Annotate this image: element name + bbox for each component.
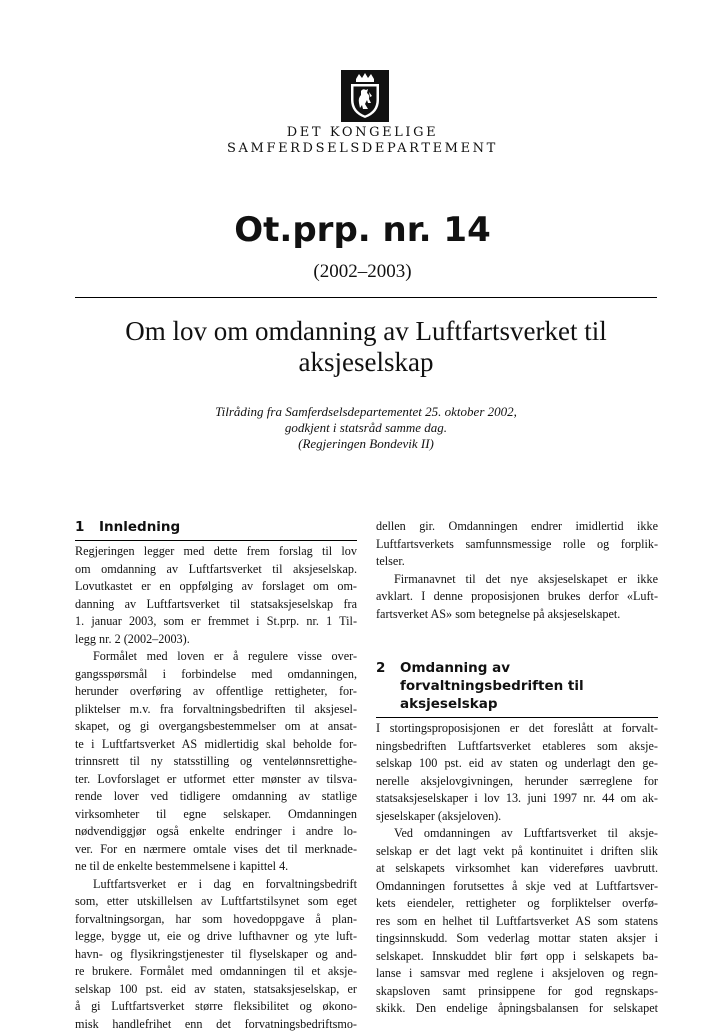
body-line: Regjeringen legger med dette frem forslag til lov	[75, 543, 357, 561]
section-2-rule	[376, 717, 658, 718]
title-divider	[75, 297, 657, 298]
section-2-title-line1: Omdanning av	[400, 659, 658, 677]
body-line: 1. januar 2003, som er fremmet i St.prp. nr. 1 Til-	[75, 613, 357, 631]
section-2-heading	[376, 659, 658, 713]
body-line: res som en helhet til Luftfartsverket AS som statens	[376, 913, 658, 931]
section-1-body	[75, 543, 357, 1033]
ministry-name-line1: DET KONGELIGE	[0, 125, 725, 140]
section-1-number: 1	[75, 518, 99, 536]
body-line: selskapet. Innskuddet blir ført opp i selskapets ba-	[376, 948, 658, 966]
body-line: skikk. Den endelige åpningsbalansen for selskapet	[376, 1000, 658, 1018]
body-line: selskap 100 pst. eid av staten og underlagt den ge-	[376, 755, 658, 773]
body-line: lanse i samsvar med reglene i aksjeloven og regn-	[376, 965, 658, 983]
body-line: som, etter utskillelsen av Luftfartstilsynet som eget	[75, 893, 357, 911]
body-line: misk handlefrihet enn det forvatningsbedriftsmo-	[75, 1016, 357, 1033]
body-line: pliktelser m.v. fra forvaltningsbedriften til aksjesel-	[75, 701, 357, 719]
body-line: om omdanning av Luftfartsverket til aksjeselskap.	[75, 561, 357, 579]
section-2-title-line2: forvaltningsbedriften til	[400, 677, 658, 695]
body-line: legg nr. 2 (2002–2003).	[75, 631, 357, 649]
document-number: Ot.prp. nr. 14	[0, 210, 725, 250]
section-spacer	[376, 623, 658, 659]
document-period: (2002–2003)	[0, 261, 725, 283]
submission-note	[75, 404, 657, 452]
body-line: ter. Lovforslaget er utformet etter mønster av tilsva-	[75, 771, 357, 789]
body-line: Omdanningen forutsettes å skje ved at Luftfartsver-	[376, 878, 658, 896]
document-title	[75, 316, 657, 378]
body-line: avklart. I denne proposisjonen brukes derfor «Luft-	[376, 588, 658, 606]
body-line: Firmanavnet til det nye aksjeselskapet er ikke	[376, 571, 658, 589]
body-line: sjeselskaper (aksjeloven).	[376, 808, 658, 826]
body-line: te i Luftfartsverket AS midlertidig skal beholde for-	[75, 736, 357, 754]
body-line: virksomheter til egne selskaper. Omdanningen	[75, 806, 357, 824]
body-line: selskap er det lagt vekt på kontinuitet i driften slik	[376, 843, 658, 861]
section-1-title: Innledning	[99, 518, 357, 536]
body-line: skapet, og gi overgangsbestemmelser om at ansat-	[75, 718, 357, 736]
body-line: Formålet med loven er å regulere visse over-	[75, 648, 357, 666]
section-2-number: 2	[376, 659, 400, 713]
body-line: herunder overføring av offentlige rettigheter, for-	[75, 683, 357, 701]
body-line: trinnsrett til ny statsstilling og ventelønnsrettighe-	[75, 753, 357, 771]
document-title-line1: Om lov om omdanning av Luftfartsverket til	[75, 316, 657, 347]
body-line: telser.	[376, 553, 658, 571]
section-1-continuation	[376, 518, 658, 623]
body-line: danning av Luftfartsverket til statsaksjeselskap fra	[75, 596, 357, 614]
body-line: forvaltningsorgan, har som hovedoppgave å plan-	[75, 911, 357, 929]
ministry-name-line2: SAMFERDSELSDEPARTEMENT	[0, 141, 725, 156]
body-line: ne til de enkelte bestemmelsene i kapittel 4.	[75, 858, 357, 876]
body-line: legge, bygge ut, eie og drive lufthavner og yte luft-	[75, 928, 357, 946]
right-column	[376, 518, 658, 1018]
body-line: selskap 100 pst. eid av staten, statsaksjeselskap, er	[75, 981, 357, 999]
section-2-title-line3: aksjeselskap	[400, 695, 658, 713]
body-line: Ved omdanningen av Luftfartsverket til aksje-	[376, 825, 658, 843]
document-title-line2: aksjeselskap	[75, 347, 657, 378]
body-line: rende lover ved tidligere omdanning av statlige	[75, 788, 357, 806]
body-line: at selskapets virksomhet kan videreføres uavbrutt.	[376, 860, 658, 878]
body-line: nerelle aksjelovgivningen, herunder særreglene for	[376, 773, 658, 791]
section-1-rule	[75, 540, 357, 541]
section-1-heading	[75, 518, 357, 536]
body-line: statsaksjeselskaper i lov 13. juni 1997 nr. 44 om ak-	[376, 790, 658, 808]
body-line: re brukere. Formålet med omdanningen til et aksje-	[75, 963, 357, 981]
body-line: Luftfartsverkets samfunnsmessige rolle og forplik-	[376, 536, 658, 554]
body-line: skapsloven samt prinsippene for god regnskaps-	[376, 983, 658, 1001]
body-line: Lovutkastet er en oppfølging av forslaget om om-	[75, 578, 357, 596]
section-2-title	[400, 659, 658, 713]
body-line: Luftfartsverket er i dag en forvaltningsbedrift	[75, 876, 357, 894]
submission-line3: (Regjeringen Bondevik II)	[75, 436, 657, 452]
body-line: I stortingsproposisjonen er det foreslått at forvalt-	[376, 720, 658, 738]
body-line: fartsverket AS» som betegnelse på aksjeselskapet.	[376, 606, 658, 624]
submission-line1: Tilråding fra Samferdselsdepartementet 25. oktober 2002,	[75, 404, 657, 420]
body-line: nødvendiggjør også enkelte endringer i andre lo-	[75, 823, 357, 841]
body-line: havn- og flysikringstjenester til flyselskaper og and-	[75, 946, 357, 964]
body-line: tingsinnskudd. Som vederlag mottar staten aksjer i	[376, 930, 658, 948]
section-2-body	[376, 720, 658, 1018]
body-line: kets eiendeler, rettigheter og forpliktelser overfø-	[376, 895, 658, 913]
left-column	[75, 518, 357, 1033]
body-line: å gi Luftfartsverket større fleksibilitet og økono-	[75, 998, 357, 1016]
body-line: dellen gir. Omdanningen endrer imidlertid ikke	[376, 518, 658, 536]
coat-of-arms-icon	[341, 70, 389, 122]
body-line: gangsspørsmål i forbindelse med omdanningen,	[75, 666, 357, 684]
submission-line2: godkjent i statsråd samme dag.	[75, 420, 657, 436]
body-line: ver. For en nærmere omtale vises det til merknade-	[75, 841, 357, 859]
body-line: ningsbedriften Luftfartsverket etableres som aksje-	[376, 738, 658, 756]
